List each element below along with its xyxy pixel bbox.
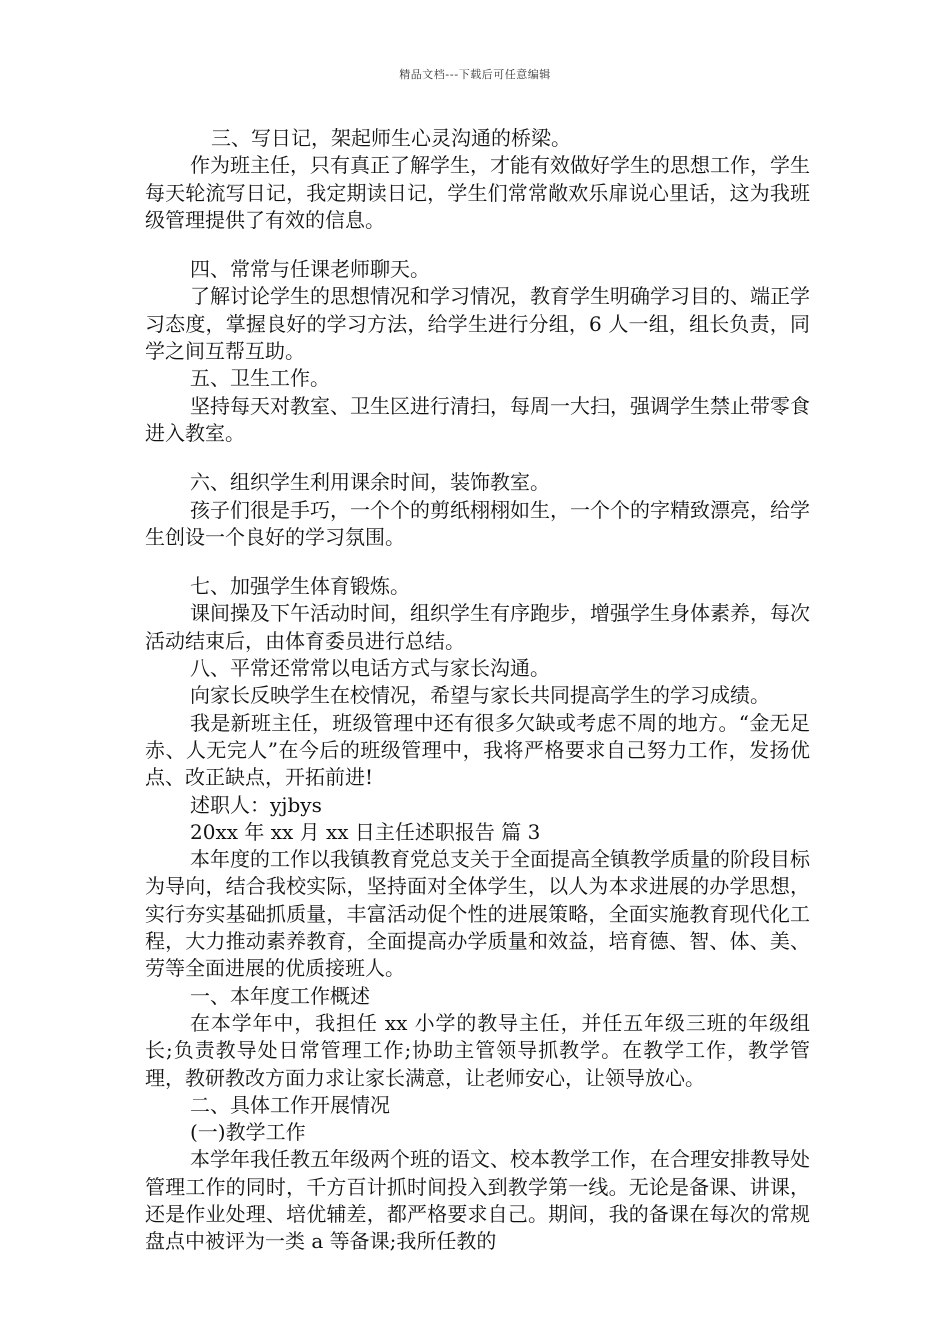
paragraph: 课间操及下午活动时间，组织学生有序跑步，增强学生身体素养，每次活动结束后，由体育委员进行总结。 — [145, 601, 810, 653]
section-heading-5: 五、卫生工作。 — [190, 366, 330, 391]
paragraph: 本学年我任教五年级两个班的语文、校本教学工作，在合理安排教导处管理工作的同时，千方百计抓时间投入到教学第一线。无论是备课、讲课，还是作业处理、培优辅差，都严格要求自己。期间，我的备课在每次的常规盘点中被评为一类 a 等备课;我所任教的 — [145, 1147, 810, 1254]
paragraph: 在本学年中，我担任 xx 小学的教导主任，并任五年级三班的年级组长;负责教导处日常管理工作;协助主管领导抓教学。在教学工作，教学管理，教研教改方面力求让家长满意，让老师安心，让领导放心。 — [145, 1010, 810, 1090]
paragraph: 了解讨论学生的思想情况和学习情况，教育学生明确学习目的、端正学习态度，掌握良好的学习方法，给学生进行分组，6 人一组，组长负责，同学之间互帮互助。 — [145, 284, 810, 364]
section-heading-2: 二、具体工作开展情况 — [190, 1092, 390, 1117]
section-heading-1: 一、本年度工作概述 — [190, 983, 370, 1008]
document-body — [145, 125, 810, 1256]
section-heading-8: 八、平常还常常以电话方式与家长沟通。 — [190, 656, 550, 681]
section-heading-4: 四、常常与任课老师聊天。 — [190, 257, 430, 282]
paragraph: 作为班主任，只有真正了解学生，才能有效做好学生的思想工作，学生每天轮流写日记，我定期读日记，学生们常常敞欢乐扉说心里话，这为我班级管理提供了有效的信息。 — [145, 153, 810, 232]
section-heading-3: 三、写日记，架起师生心灵沟通的桥梁。 — [211, 126, 571, 150]
paragraph: 我是新班主任，班级管理中还有很多欠缺或考虑不周的地方。“金无足赤、人无完人”在今后的班级管理中，我将严格要求自己努力工作，发扬优点、改正缺点，开拓前进! — [145, 710, 810, 790]
paragraph-gap — [145, 447, 810, 469]
paragraph: 孩子们很是手巧，一个个的剪纸栩栩如生，一个个的字精致漂亮，给学生创设一个良好的学习氛围。 — [145, 497, 810, 549]
paragraph: 坚持每天对教室、卫生区进行清扫，每周一大扫，强调学生禁止带零食进入教室。 — [145, 393, 810, 445]
report-title: 20xx 年 xx 月 xx 日主任述职报告 篇 3 — [190, 819, 541, 844]
section-heading-7: 七、加强学生体育锻炼。 — [190, 574, 410, 599]
paragraph-gap — [145, 551, 810, 573]
paragraph-gap — [145, 234, 810, 256]
signature-line: 述职人：yjbys — [190, 792, 322, 817]
section-heading-6: 六、组织学生利用课余时间，装饰教室。 — [190, 470, 550, 495]
paragraph: 本年度的工作以我镇教育党总支关于全面提高全镇教学质量的阶段目标为导向，结合我校实际，坚持面对全体学生，以人为本求进展的办学思想，实行夯实基础抓质量，丰富活动促个性的进展策略，全面实施教育现代化工程，大力推动素养教育，全面提高办学质量和效益，培育德、智、体、美、劳等全面进展的优质接班人。 — [145, 847, 810, 981]
paragraph: 向家长反映学生在校情况，希望与家长共同提高学生的学习成绩。 — [190, 683, 770, 708]
subsection-heading: (一)教学工作 — [190, 1120, 306, 1145]
page-header: 精品文档---下载后可任意编辑 — [399, 68, 551, 81]
